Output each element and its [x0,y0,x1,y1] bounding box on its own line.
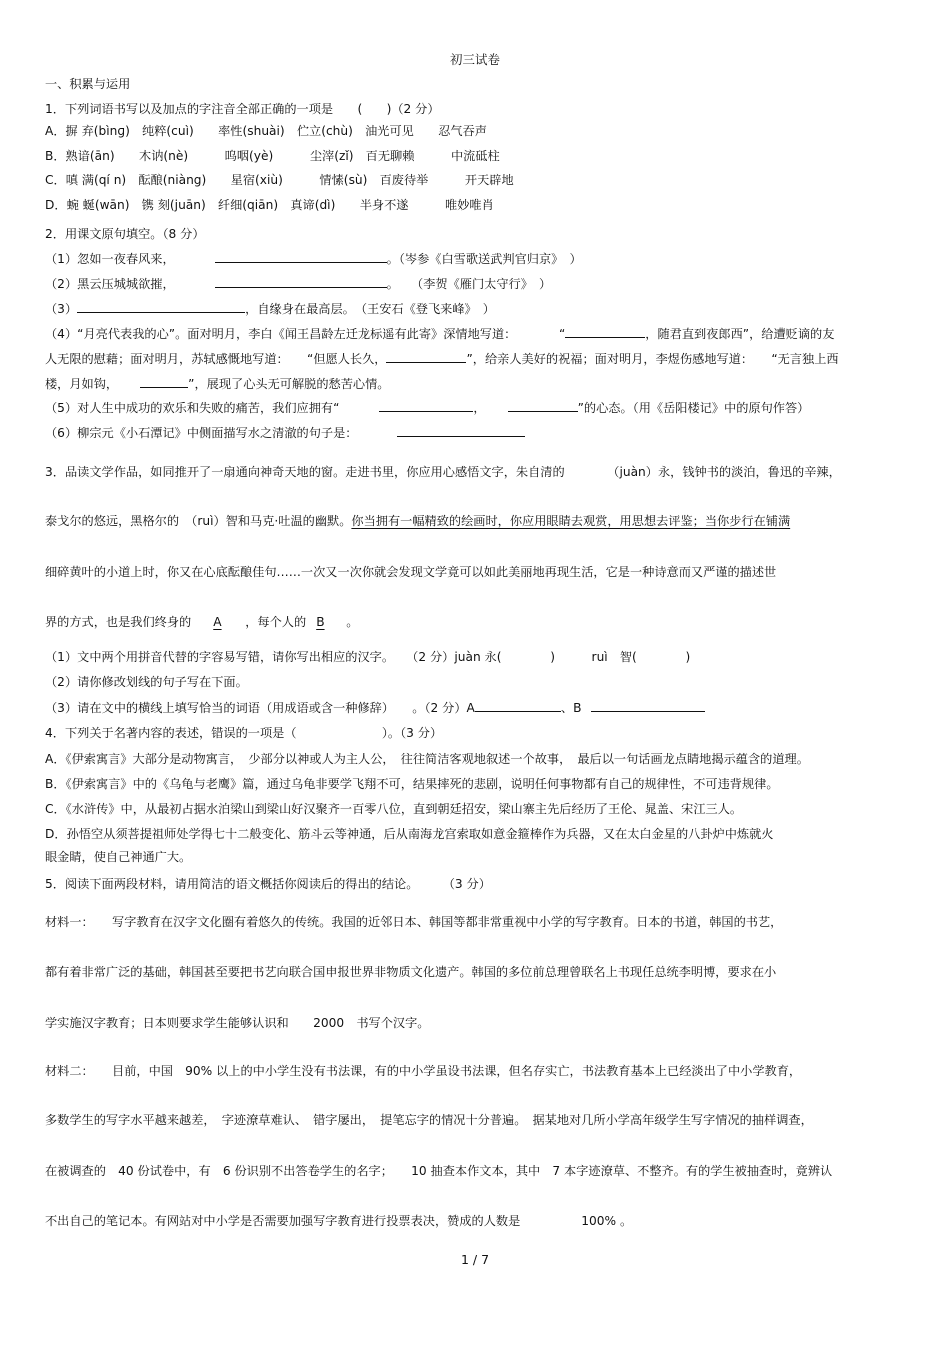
q3-sub-1: （1）文中两个用拼音代替的字容易写错，请你写出相应的汉字。 （2 分）juàn 永( ) ruì 智( ) [45,650,691,664]
q1-option-d: D．蜿 蜒(wān) 镌 刻(juān) 纤细(qiān) 真谛(dì) 半身不遂 唯妙唯肖 [45,198,494,212]
answer-blank[interactable] [508,399,578,412]
material-1-line-2: 都有着非常广泛的基础，韩国甚至要把书艺向联合国申报世界非物质文化遗产。韩国的多位前总理曾联名上书现任总统李明博，要求在小 [45,965,777,979]
q2-line-7: （5）对人生中成功的欢乐和失败的痛苦，我们应拥有“ ， ”的心态。（用《岳阳楼记》中的原句作答） [45,401,810,415]
q2-line-8: （6）柳宗元《小石潭记》中侧面描写水之清澈的句子是： [45,424,525,441]
q2-stem: 2．用课文原句填空。（8 分） [45,227,205,241]
q4-option-d-cont: 眼金睛，使自己神通广大。 [45,850,192,864]
blank-b[interactable]: B [316,615,325,629]
q1-option-a: A．摒 弃(bìnɡ) 纯粹(cuì) 率性(shuài) 伫立(chù) 油光可见 忍气吞声 [45,124,487,138]
q2-line-3: （3） ，自缘身在最高层。 （王安石《登飞来峰》 ） [45,302,495,316]
answer-blank[interactable] [215,250,387,263]
material-2-line-3: 在被调查的 40 份试卷中，有 6 份识别不出答卷学生的名字； 10 抽查本作文本，其中 7 本字迹潦草、不整齐。有的学生被抽查时，竟辨认 [45,1164,833,1178]
answer-blank[interactable] [379,399,473,412]
answer-blank[interactable] [215,275,387,288]
q1-option-c: C．嗔 满(qí n) 酝酿(niàng) 星宿(xiù) 情愫(sù) 百废待举 开天辟地 [45,173,514,187]
material-2-line-1: 材料二： 目前，中国 90% 以上的中小学生没有书法课，有的中小学虽设书法课，但名存实亡，书法教育基本上已经淡出了中小学教育， [45,1064,802,1078]
q3-sub-3: （3）请在文中的横线上填写恰当的词语（用成语或含一种修辞） 。（2 分）A 、B [45,699,705,716]
q4-option-b: B．《伊索寓言》中的《乌龟与老鹰》篇，通过乌龟非要学飞翔不可，结果摔死的悲剧，说明任何事物都有自己的规律性，不可违背规律。 [45,777,779,791]
material-1-line-3: 学实施汉字教育；日本则要求学生能够认识和 2000 书写个汉字。 [45,1016,430,1030]
q3-paragraph-4: 界的方式，也是我们终身的 A ，每个人的 B 。 [45,615,359,629]
material-2-line-4: 不出自己的笔记本。有网站对中小学是否需要加强写字教育进行投票表决，赞成的人数是 100% 。 [45,1214,633,1228]
answer-blank[interactable] [397,424,525,437]
answer-blank[interactable] [565,325,645,338]
q3-paragraph-2: 泰戈尔的悠远，黑格尔的 （ruì）智和马克·吐温的幽默。你当拥有一幅精致的绘画时，你应用眼睛去观赏，用思想去评鉴；当你步行在铺满 [45,514,791,528]
material-1-line-1: 材料一： 写字教育在汉字文化圈有着悠久的传统。我国的近邻日本、韩国等都非常重视中小学的写字教育。日本的书道，韩国的书艺， [45,915,783,929]
q4-stem: 4．下列关于名著内容的表述，错误的一项是（ ）。（3 分） [45,726,443,740]
q4-option-d: D．孙悟空从须菩提祖师处学得七十二般变化、筋斗云等神通，后从南海龙宫索取如意金箍棒作为兵器，又在太白金星的八卦炉中炼就火 [45,827,774,841]
q2-line-5: 人无限的慰藉；面对明月，苏轼感慨地写道： “但愿人长久， ”，给亲人美好的祝福；面对明月，李煜伤感地写道： “无言独上西 [45,352,839,366]
underlined-sentence: 你当拥有一幅精致的绘画时，你应用眼睛去观赏，用思想去评鉴；当你步行在铺满 [351,514,791,528]
q1-stem: 1．下列词语书写以及加点的字注音全部正确的一项是 ( )（2 分） [45,102,440,116]
q4-option-a: A．《伊索寓言》大部分是动物寓言， 少部分以神或人为主人公， 往往简洁客观地叙述一个故事， 最后以一句话画龙点睛地揭示蕴含的道理。 [45,752,809,766]
q5-stem: 5．阅读下面两段材料，请用简洁的语文概括你阅读后的得出的结论。 （3 分） [45,877,491,891]
q3-paragraph-3: 细碎黄叶的小道上时，你又在心底酝酿佳句……一次又一次你就会发现文学竟可以如此美丽地再现生活，它是一种诗意而又严谨的描述世 [45,565,777,579]
answer-blank[interactable] [386,350,466,363]
answer-blank[interactable] [140,375,188,388]
q2-line-2: （2）黑云压城城欲摧， 。 （李贺《雁门太守行》 ） [45,277,552,291]
material-2-line-2: 多数学生的写字水平越来越差， 字迹潦草难认、 错字屡出， 提笔忘字的情况十分普遍。 据某地对几所小学高年级学生写字情况的抽样调查， [45,1113,813,1127]
q3-paragraph-1: 3．品读文学作品，如同推开了一扇通向神奇天地的窗。走进书里，你应用心感悟文字，朱自清的 （juàn）永，钱钟书的淡泊，鲁迅的辛辣， [45,465,841,479]
page-title: 初三试卷 [449,52,500,67]
answer-blank[interactable] [591,699,705,712]
page-number: 1 / 7 [460,1252,490,1267]
answer-blank[interactable] [475,699,561,712]
q2-line-1: （1）忽如一夜春风来， 。（岑参《白雪歌送武判官归京》 ） [45,252,582,266]
blank-a[interactable]: A [213,615,222,629]
answer-blank[interactable] [77,300,245,313]
q3-sub-2: （2）请你修改划线的句子写在下面。 [45,675,248,689]
q2-line-6: 楼，月如钩， ”，展现了心头无可解脱的愁苦心情。 [45,377,390,391]
section-heading: 一、积累与运用 [45,77,131,91]
q2-line-4: （4）“月亮代表我的心”。面对明月，李白《闻王昌龄左迁龙标遥有此寄》深情地写道： “ ，随君直到夜郎西”，给遭贬谪的友 [45,327,835,341]
q1-option-b: B．熟谙(ān) 木讷(nè) 呜咽(yè) 尘滓(zǐ) 百无聊赖 中流砥柱 [45,149,500,163]
q4-option-c: C．《水浒传》中，从最初占据水泊梁山到梁山好汉聚齐一百零八位，直到朝廷招安，梁山寨主先后经历了王伦、晁盖、宋江三人。 [45,802,743,816]
